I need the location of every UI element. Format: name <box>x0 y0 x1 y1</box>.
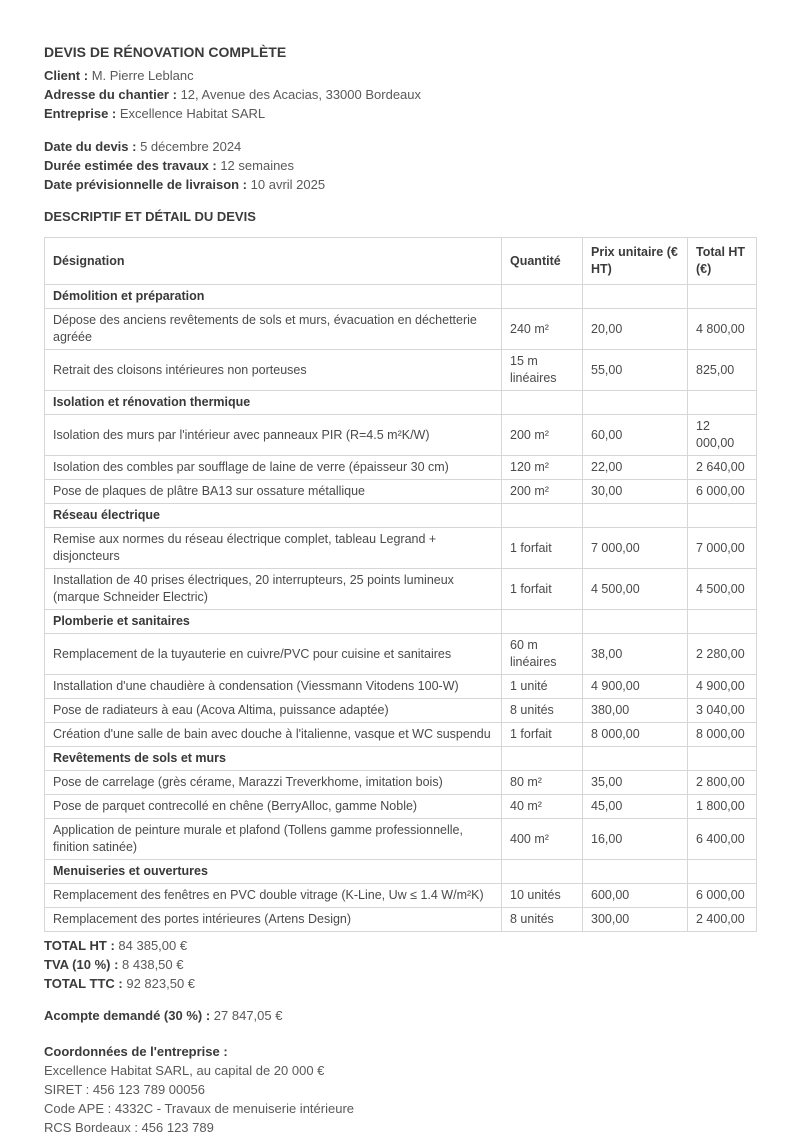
total-ht-line <box>44 936 756 955</box>
quantity-cell: 60 m linéaires <box>502 634 583 675</box>
table-row <box>45 528 757 569</box>
deposit-value: 27 847,05 € <box>213 1008 283 1023</box>
designation-cell: Application de peinture murale et plafond (Tollens gamme professionnelle, finition satinée) <box>45 819 502 860</box>
delivery-date-label: Date prévisionnelle de livraison : <box>44 177 248 192</box>
unit-price-cell: 380,00 <box>583 699 688 723</box>
section-row <box>45 610 757 634</box>
table-row <box>45 309 757 350</box>
table-row <box>45 884 757 908</box>
client-value: M. Pierre Leblanc <box>91 68 194 83</box>
duration-line <box>44 156 756 175</box>
unit-price-cell: 4 900,00 <box>583 675 688 699</box>
unit-price-cell <box>583 391 688 415</box>
total-ttc-value: 92 823,50 € <box>126 976 196 991</box>
unit-price-cell: 8 000,00 <box>583 723 688 747</box>
unit-price-cell: 38,00 <box>583 634 688 675</box>
total-cell <box>688 391 757 415</box>
delivery-date-value: 10 avril 2025 <box>250 177 326 192</box>
total-cell: 12 000,00 <box>688 415 757 456</box>
site-address-label: Adresse du chantier : <box>44 87 177 102</box>
total-cell <box>688 610 757 634</box>
quantity-cell: 1 forfait <box>502 723 583 747</box>
total-cell <box>688 504 757 528</box>
unit-price-cell <box>583 504 688 528</box>
total-cell <box>688 860 757 884</box>
unit-price-cell: 7 000,00 <box>583 528 688 569</box>
unit-price-cell: 45,00 <box>583 795 688 819</box>
section-row <box>45 504 757 528</box>
quantity-cell: 10 unités <box>502 884 583 908</box>
designation-cell: Création d'une salle de bain avec douche à l'italienne, vasque et WC suspendu <box>45 723 502 747</box>
devis-table-body <box>45 285 757 932</box>
company-rcs-line: RCS Bordeaux : 456 123 789 <box>44 1120 214 1135</box>
section-row <box>45 285 757 309</box>
total-ttc-line <box>44 974 756 993</box>
deposit-line <box>44 1006 756 1025</box>
unit-price-cell: 20,00 <box>583 309 688 350</box>
unit-price-cell <box>583 860 688 884</box>
total-ttc-label: TOTAL TTC : <box>44 976 123 991</box>
total-cell: 2 640,00 <box>688 456 757 480</box>
table-row <box>45 415 757 456</box>
unit-price-cell: 16,00 <box>583 819 688 860</box>
designation-cell: Isolation des combles par soufflage de laine de verre (épaisseur 30 cm) <box>45 456 502 480</box>
designation-cell: Revêtements de sols et murs <box>45 747 502 771</box>
unit-price-cell: 30,00 <box>583 480 688 504</box>
designation-cell: Pose de radiateurs à eau (Acova Altima, puissance adaptée) <box>45 699 502 723</box>
total-ht-label: TOTAL HT : <box>44 938 115 953</box>
quantity-cell: 8 unités <box>502 908 583 932</box>
designation-cell: Isolation et rénovation thermique <box>45 391 502 415</box>
designation-cell: Pose de parquet contrecollé en chêne (BerryAlloc, gamme Noble) <box>45 795 502 819</box>
total-column-header: Total HT (€) <box>688 238 757 285</box>
designation-cell: Isolation des murs par l'intérieur avec panneaux PIR (R=4.5 m²K/W) <box>45 415 502 456</box>
quantity-cell <box>502 504 583 528</box>
detail-section-title: DESCRIPTIF ET DÉTAIL DU DEVIS <box>44 209 256 224</box>
section-row <box>45 747 757 771</box>
total-cell: 4 800,00 <box>688 309 757 350</box>
quantity-cell: 80 m² <box>502 771 583 795</box>
designation-cell: Installation d'une chaudière à condensation (Viessmann Vitodens 100-W) <box>45 675 502 699</box>
site-address-line <box>44 85 756 104</box>
total-cell: 2 280,00 <box>688 634 757 675</box>
designation-cell: Démolition et préparation <box>45 285 502 309</box>
quote-date-line <box>44 137 756 156</box>
totals-block <box>44 936 756 993</box>
quote-date-label: Date du devis : <box>44 139 137 154</box>
section-row <box>45 860 757 884</box>
designation-cell: Réseau électrique <box>45 504 502 528</box>
table-row <box>45 569 757 610</box>
quantity-cell: 1 forfait <box>502 569 583 610</box>
duration-label: Durée estimée des travaux : <box>44 158 217 173</box>
company-value: Excellence Habitat SARL <box>119 106 266 121</box>
quantity-cell <box>502 860 583 884</box>
quantity-cell: 200 m² <box>502 480 583 504</box>
unit-price-cell: 35,00 <box>583 771 688 795</box>
table-row <box>45 819 757 860</box>
client-label: Client : <box>44 68 89 83</box>
total-cell <box>688 285 757 309</box>
designation-cell: Pose de plaques de plâtre BA13 sur ossature métallique <box>45 480 502 504</box>
designation-cell: Retrait des cloisons intérieures non porteuses <box>45 350 502 391</box>
section-row <box>45 391 757 415</box>
designation-cell: Remplacement de la tuyauterie en cuivre/PVC pour cuisine et sanitaires <box>45 634 502 675</box>
quantity-cell <box>502 285 583 309</box>
company-line <box>44 104 756 123</box>
table-row <box>45 699 757 723</box>
unit-price-cell: 22,00 <box>583 456 688 480</box>
devis-table <box>44 237 757 932</box>
company-details-block <box>44 1042 756 1137</box>
unit-price-cell <box>583 747 688 771</box>
total-cell: 4 900,00 <box>688 675 757 699</box>
table-row <box>45 795 757 819</box>
total-cell: 2 400,00 <box>688 908 757 932</box>
table-row <box>45 771 757 795</box>
total-cell: 8 000,00 <box>688 723 757 747</box>
quantity-cell: 8 unités <box>502 699 583 723</box>
tva-line <box>44 955 756 974</box>
designation-cell: Remplacement des fenêtres en PVC double vitrage (K-Line, Uw ≤ 1.4 W/m²K) <box>45 884 502 908</box>
dates-block <box>44 137 756 194</box>
total-cell: 1 800,00 <box>688 795 757 819</box>
designation-cell: Menuiseries et ouvertures <box>45 860 502 884</box>
quote-date-value: 5 décembre 2024 <box>140 139 242 154</box>
designation-cell: Installation de 40 prises électriques, 20 interrupteurs, 25 points lumineux (marque Schneider Electric) <box>45 569 502 610</box>
quantity-cell <box>502 747 583 771</box>
table-header-row <box>45 238 757 285</box>
site-address-value: 12, Avenue des Acacias, 33000 Bordeaux <box>180 87 422 102</box>
unit-price-cell <box>583 610 688 634</box>
company-label: Entreprise : <box>44 106 117 121</box>
designation-column-header: Désignation <box>45 238 502 285</box>
unit-price-cell: 55,00 <box>583 350 688 391</box>
table-row <box>45 350 757 391</box>
designation-cell: Pose de carrelage (grès cérame, Marazzi Treverkhome, imitation bois) <box>45 771 502 795</box>
unit-price-cell: 600,00 <box>583 884 688 908</box>
designation-cell: Dépose des anciens revêtements de sols et murs, évacuation en déchetterie agréée <box>45 309 502 350</box>
quantity-cell: 15 m linéaires <box>502 350 583 391</box>
total-cell: 825,00 <box>688 350 757 391</box>
table-row <box>45 675 757 699</box>
designation-cell: Remplacement des portes intérieures (Artens Design) <box>45 908 502 932</box>
company-ape-line: Code APE : 4332C - Travaux de menuiserie intérieure <box>44 1101 355 1116</box>
total-cell: 6 000,00 <box>688 884 757 908</box>
quantity-cell: 200 m² <box>502 415 583 456</box>
total-cell: 4 500,00 <box>688 569 757 610</box>
quantity-cell <box>502 610 583 634</box>
tva-value: 8 438,50 € <box>122 957 184 972</box>
quantity-cell: 40 m² <box>502 795 583 819</box>
quantity-cell: 400 m² <box>502 819 583 860</box>
quantity-cell: 1 forfait <box>502 528 583 569</box>
total-cell: 3 040,00 <box>688 699 757 723</box>
quantity-cell: 240 m² <box>502 309 583 350</box>
client-line <box>44 66 756 85</box>
quantity-cell: 1 unité <box>502 675 583 699</box>
total-cell: 2 800,00 <box>688 771 757 795</box>
designation-cell: Remise aux normes du réseau électrique complet, tableau Legrand + disjoncteurs <box>45 528 502 569</box>
unit-price-cell: 300,00 <box>583 908 688 932</box>
unit-price-cell <box>583 285 688 309</box>
total-cell <box>688 747 757 771</box>
document-title: DEVIS DE RÉNOVATION COMPLÈTE <box>44 44 287 60</box>
company-details-heading: Coordonnées de l'entreprise : <box>44 1044 228 1059</box>
total-cell: 6 400,00 <box>688 819 757 860</box>
unit-price-cell: 60,00 <box>583 415 688 456</box>
unit-price-cell: 4 500,00 <box>583 569 688 610</box>
table-row <box>45 634 757 675</box>
table-row <box>45 723 757 747</box>
quantity-cell <box>502 391 583 415</box>
tva-label: TVA (10 %) : <box>44 957 119 972</box>
table-row <box>45 480 757 504</box>
quantity-cell: 120 m² <box>502 456 583 480</box>
unit-price-column-header: Prix unitaire (€ HT) <box>583 238 688 285</box>
deposit-label: Acompte demandé (30 %) : <box>44 1008 211 1023</box>
designation-cell: Plomberie et sanitaires <box>45 610 502 634</box>
table-row <box>45 456 757 480</box>
total-cell: 7 000,00 <box>688 528 757 569</box>
total-ht-value: 84 385,00 € <box>118 938 188 953</box>
duration-value: 12 semaines <box>220 158 295 173</box>
quantity-column-header: Quantité <box>502 238 583 285</box>
company-siret-line: SIRET : 456 123 789 00056 <box>44 1082 205 1097</box>
company-capital-line: Excellence Habitat SARL, au capital de 20 000 € <box>44 1063 325 1078</box>
delivery-date-line <box>44 175 756 194</box>
total-cell: 6 000,00 <box>688 480 757 504</box>
table-row <box>45 908 757 932</box>
